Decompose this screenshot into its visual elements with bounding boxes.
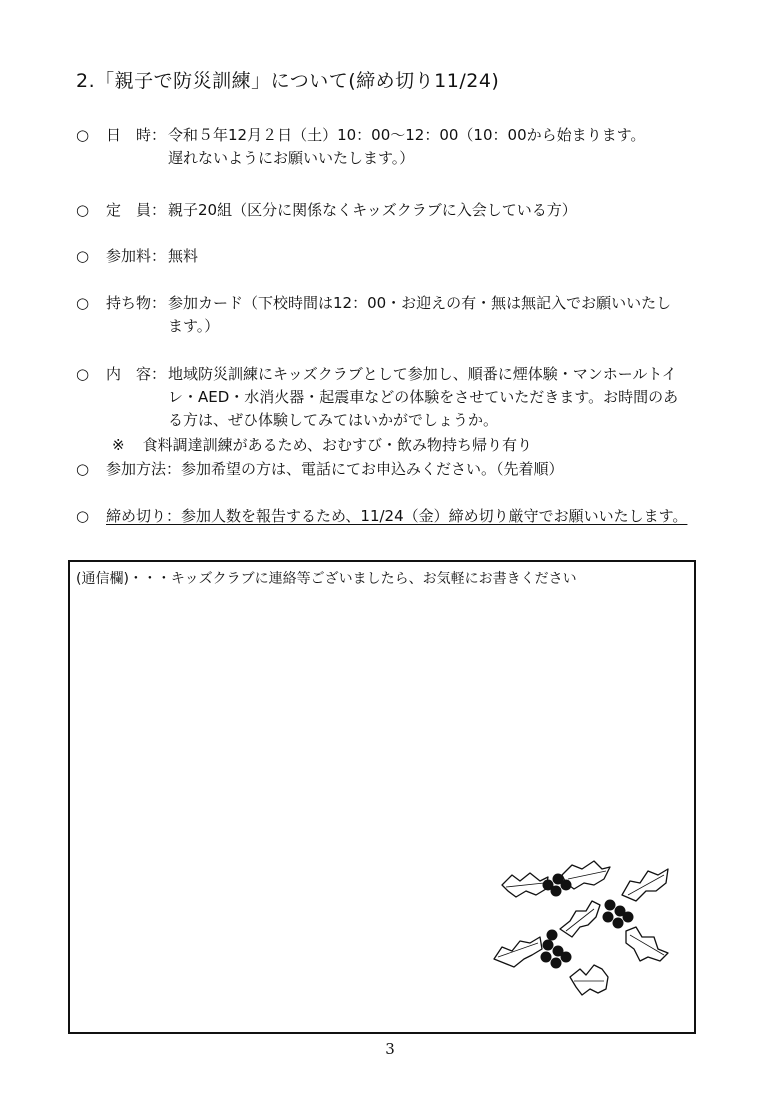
holly-icon xyxy=(490,855,680,1005)
item-content xyxy=(168,363,678,432)
item-line: ます。） xyxy=(168,317,220,335)
item-line: 遅れないようにお願いいたします。） xyxy=(168,149,415,167)
item-content xyxy=(168,199,577,222)
item-label: 定 員： xyxy=(106,201,167,219)
section-title: 2.「親子で防災訓練」について(締め切り11/24) xyxy=(76,70,500,92)
note xyxy=(112,434,532,455)
bullet-circle: ○ xyxy=(76,126,90,144)
bullet-circle: ○ xyxy=(76,507,90,525)
deadline-text: 締め切り：参加人数を報告するため、11/24（金）締め切り厳守でお願いいたします。 xyxy=(106,507,688,525)
item-content xyxy=(168,124,645,170)
bullet-circle: ○ xyxy=(76,365,90,383)
item-content xyxy=(168,292,671,338)
message-box-header: (通信欄)・・・キッズクラブに連絡等ございましたら、お気軽にお書きください xyxy=(76,571,577,587)
item-line: 無料 xyxy=(168,247,199,265)
item-content xyxy=(168,245,198,268)
application-text: 参加方法：参加希望の方は、電話にてお申込みください。（先着順） xyxy=(106,460,564,478)
item-line: レ・AED・水消火器・起震車などの体験をさせていただきます。お時間のあ xyxy=(168,388,679,406)
bullet-circle: ○ xyxy=(76,201,90,219)
item-line: る方は、ぜひ体験してみてはいかがでしょうか。 xyxy=(168,411,499,429)
item-label: 持ち物： xyxy=(106,294,167,312)
item-label: 参加料： xyxy=(106,247,167,265)
page-number: 3 xyxy=(385,1040,395,1058)
item-label: 内 容： xyxy=(106,365,167,383)
item-line: 地域防災訓練にキッズクラブとして参加し、順番に煙体験・マンホールトイ xyxy=(168,365,677,383)
note-text: 食料調達訓練があるため、おむすび・飲み物持ち帰り有り xyxy=(142,436,532,454)
bullet-circle: ○ xyxy=(76,460,90,478)
item-line: 令和５年12月２日（土）10：00～12：00（10：00から始まります。 xyxy=(168,126,646,144)
item-line: 親子20組（区分に関係なくキッズクラブに入会している方） xyxy=(168,201,577,219)
bullet-circle: ○ xyxy=(76,294,90,312)
item-label: 日 時： xyxy=(106,126,167,144)
bullet-circle: ○ xyxy=(76,247,90,265)
note-mark: ※ xyxy=(112,436,125,454)
item-line: 参加カード（下校時間は12：00・お迎えの有・無は無記入でお願いいたし xyxy=(168,294,672,312)
